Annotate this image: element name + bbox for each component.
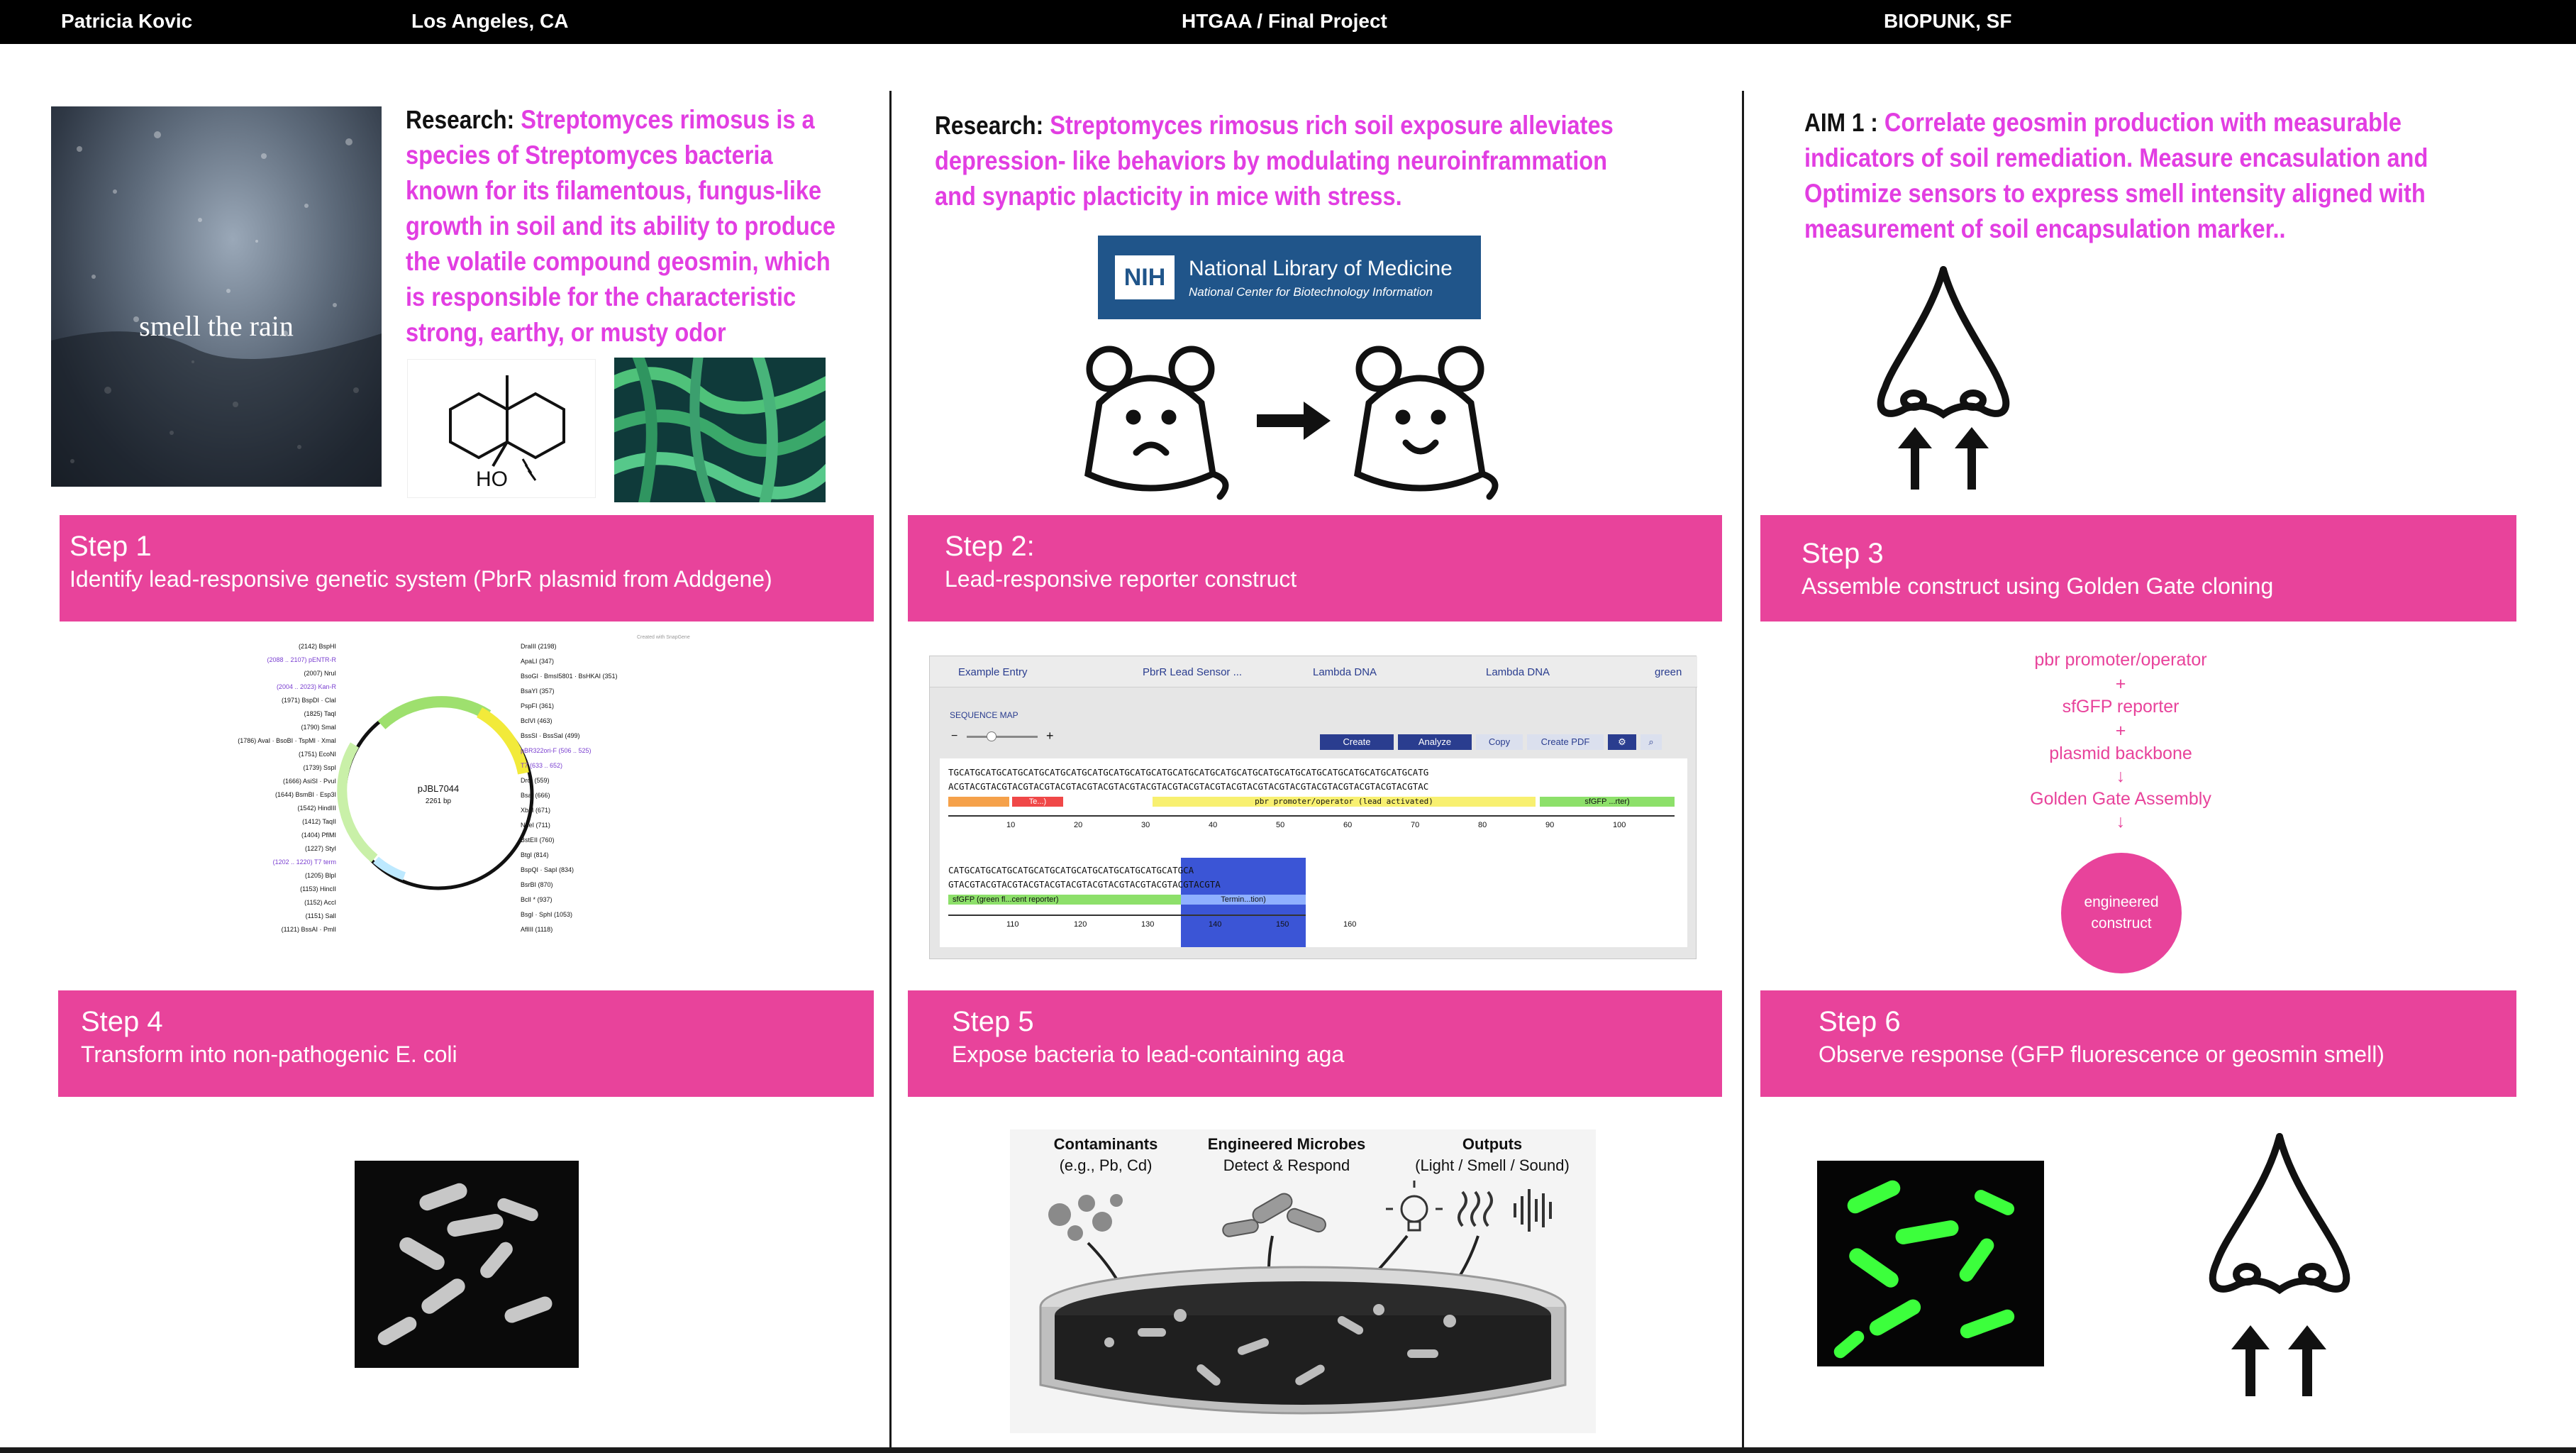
ruler-tick: 90 bbox=[1545, 821, 1555, 829]
plasmid-site-label: (1790) SmaI bbox=[301, 724, 336, 731]
geosmin-molecule bbox=[407, 359, 596, 498]
step-3-title: Step 3 bbox=[1801, 538, 1884, 569]
tab-pbrr-lead-sensor[interactable]: PbrR Lead Sensor ... bbox=[1143, 666, 1243, 678]
plasmid-site-label: (1227) StyI bbox=[304, 845, 336, 852]
microbes-sub: Detect & Respond bbox=[1223, 1156, 1350, 1174]
row2-seq-bottom: GTACGTACGTACGTACGTACGTACGTACGTACGTACGTACGTACGTACGTA bbox=[948, 879, 1221, 890]
plasmid-site-label: (1542) HindIII bbox=[297, 805, 336, 812]
plasmid-site-label: DrdI (559) bbox=[521, 777, 550, 784]
mouse-transition bbox=[1078, 339, 1518, 504]
assembly-sfgfp: sfGFP reporter bbox=[2062, 697, 2180, 717]
location: Los Angeles, CA bbox=[411, 10, 569, 32]
rain-photo bbox=[51, 106, 382, 487]
construct-line-1: engineered bbox=[2084, 894, 2159, 910]
aim-label: AIM 1 : bbox=[1804, 108, 1878, 137]
plasmid-left-labels bbox=[238, 643, 336, 933]
nose-icon bbox=[2213, 1137, 2347, 1290]
plasmid-site-label: BclVI (463) bbox=[521, 717, 553, 724]
petri-dish-illustration bbox=[1010, 1129, 1596, 1433]
row2-ticks bbox=[948, 920, 1357, 932]
author-name: Patricia Kovic bbox=[61, 10, 193, 32]
ruler-tick: 160 bbox=[1343, 920, 1357, 929]
nose-icon bbox=[1881, 270, 2006, 414]
ruler-tick: 20 bbox=[1074, 821, 1083, 829]
settings-icon[interactable]: ⚙ bbox=[1608, 734, 1636, 750]
assembly-promoter: pbr promoter/operator bbox=[2034, 650, 2207, 670]
plasmid-site-label: BstEII (760) bbox=[521, 836, 555, 844]
plasmid-site-label: DraIII (2198) bbox=[521, 643, 557, 650]
outputs-sub: (Light / Smell / Sound) bbox=[1415, 1156, 1570, 1174]
row2-ruler bbox=[948, 915, 1306, 916]
assembly-backbone: plasmid backbone bbox=[2049, 744, 2192, 763]
zoom-slider[interactable]: − + bbox=[951, 729, 1054, 743]
plasmid-site-label: (1971) BspDI · ClaI bbox=[281, 697, 336, 704]
research-text-2 bbox=[935, 108, 1634, 214]
plasmid-site-label: BsrBI (870) bbox=[521, 881, 553, 888]
create-pdf-button[interactable]: Create PDF bbox=[1527, 734, 1604, 750]
step-4-desc: Transform into non-pathogenic E. coli bbox=[81, 1042, 457, 1067]
research-body-2: Streptomyces rimosus rich soil exposure alleviates depression- like behaviors by modulating neuroinframmation and synaptic placticity in mice with stress. bbox=[935, 111, 1614, 211]
ecoli-micrograph bbox=[355, 1161, 579, 1368]
column-divider-1 bbox=[889, 91, 892, 1453]
sound-wave-icon bbox=[1515, 1189, 1550, 1232]
row1-seq-top: TGCATGCATGCATGCATGCATGCATGCATGCATGCATGCATGCATGCATGCATGCATGCATGCATGCATGCATGCATGCATGCATGCATG bbox=[948, 767, 1429, 778]
step-5-banner bbox=[908, 990, 1722, 1097]
plasmid-site-label: PspFI (361) bbox=[521, 702, 555, 709]
ruler-tick: 140 bbox=[1209, 920, 1222, 929]
tab-lambda-dna-1[interactable]: Lambda DNA bbox=[1313, 666, 1377, 678]
top-bar bbox=[0, 0, 2576, 44]
construct-line-2: construct bbox=[2091, 915, 2152, 932]
contaminants-sub: (e.g., Pb, Cd) bbox=[1059, 1156, 1153, 1174]
step-2-title: Step 2: bbox=[945, 531, 1035, 562]
sequence-panel bbox=[940, 758, 1687, 947]
plasmid-site-label: (2004 .. 2023) Kan-R bbox=[276, 683, 336, 690]
outputs-title: Outputs bbox=[1462, 1135, 1523, 1153]
photo-caption: smell the rain bbox=[139, 310, 294, 342]
ruler-tick: 10 bbox=[1006, 821, 1016, 829]
research-text-1 bbox=[406, 102, 843, 350]
nih-logo-banner[interactable] bbox=[1098, 236, 1481, 319]
plasmid-feature-ori bbox=[479, 712, 523, 773]
up-arrows-icon bbox=[2231, 1325, 2326, 1396]
plasmid-site-label: BsoGI · BmsI5801 · BsHKAI (351) bbox=[521, 673, 618, 680]
microbes-title: Engineered Microbes bbox=[1207, 1135, 1366, 1153]
step-5-desc: Expose bacteria to lead-containing aga bbox=[952, 1042, 1345, 1067]
plasmid-site-label: NdeI (711) bbox=[521, 822, 550, 829]
create-button[interactable]: Create bbox=[1320, 734, 1394, 750]
plasmid-name: pJBL7044 bbox=[417, 783, 460, 794]
tab-green[interactable]: green bbox=[1655, 666, 1682, 678]
assembly-golden-gate: Golden Gate Assembly bbox=[2030, 789, 2211, 809]
plasmid-site-label: ApaLI (347) bbox=[521, 658, 555, 665]
viewer-tab-bar bbox=[930, 656, 1697, 687]
plasmid-site-label: (1205) BlpI bbox=[304, 872, 336, 879]
up-arrows-icon bbox=[1898, 427, 1989, 490]
research-body-1: Streptomyces rimosus is a species of Streptomyces bacteria known for its filamentous, fungus-like growth in soil and its ability to produce the volatile compound geosmin, which is responsible for the characteristic strong, earthy, or musty odor bbox=[406, 105, 836, 347]
ruler-tick: 80 bbox=[1478, 821, 1487, 829]
ruler-tick: 130 bbox=[1141, 920, 1155, 929]
plasmid-site-label: (1404) PflMI bbox=[301, 832, 336, 839]
step-1-desc: Identify lead-responsive genetic system (PbrR plasmid from Addgene) bbox=[70, 566, 772, 592]
plasmid-site-label: (1121) BssAI · PmlI bbox=[281, 926, 336, 933]
ruler-tick: 70 bbox=[1411, 821, 1420, 829]
plasmid-right-labels bbox=[521, 643, 618, 933]
ruler-tick: 30 bbox=[1141, 821, 1150, 829]
feature-sfgfp-1: sfGFP ...rter) bbox=[1540, 797, 1675, 807]
plasmid-site-label: BssSI · BssSaI (499) bbox=[521, 732, 580, 739]
arrow-right-icon bbox=[1257, 402, 1331, 440]
snapgene-credit: Created with SnapGene bbox=[637, 635, 690, 640]
search-icon[interactable]: ⌕ bbox=[1640, 734, 1662, 750]
ruler-tick: 60 bbox=[1343, 821, 1353, 829]
tab-example-entry[interactable]: Example Entry bbox=[958, 666, 1028, 678]
step-2-desc: Lead-responsive reporter construct bbox=[945, 566, 1297, 592]
plasmid-site-label: XbaI (671) bbox=[521, 807, 551, 814]
plasmid-site-label: (1751) EcoNI bbox=[298, 751, 336, 758]
plasmid-site-label: (1151) SalI bbox=[305, 912, 336, 919]
plasmid-site-label: (1412) TaqII bbox=[302, 818, 336, 825]
engineered-construct-circle bbox=[2061, 853, 2182, 973]
step-6-title: Step 6 bbox=[1819, 1006, 1901, 1037]
row1-seq-bottom: ACGTACGTACGTACGTACGTACGTACGTACGTACGTACGTACGTACGTACGTACGTACGTACGTACGTACGTACGTACGTACGTACGTAC bbox=[948, 781, 1429, 792]
plasmid-site-label: BsaI (666) bbox=[521, 792, 550, 799]
nih-subtitle: National Center for Biotechnology Information bbox=[1189, 285, 1433, 299]
assembly-arrow-2: ↓ bbox=[2116, 812, 2126, 832]
sequence-map-label: SEQUENCE MAP bbox=[950, 710, 1018, 720]
plasmid-site-label: T7 (633 .. 652) bbox=[521, 762, 563, 769]
nih-title: National Library of Medicine bbox=[1189, 257, 1453, 280]
plasmid-size: 2261 bp bbox=[425, 797, 452, 805]
step-5-title: Step 5 bbox=[952, 1006, 1034, 1037]
plasmid-site-label: (1153) HincII bbox=[300, 885, 336, 893]
research-label-1: Research: bbox=[406, 105, 515, 134]
happy-mouse-icon bbox=[1358, 349, 1495, 497]
feature-terminator-1: Te...) bbox=[1012, 797, 1063, 807]
ruler-tick: 120 bbox=[1074, 920, 1087, 929]
ruler-tick: 150 bbox=[1276, 920, 1289, 929]
molecule-label: HO bbox=[476, 468, 508, 491]
plasmid-site-label: (1825) TaqI bbox=[304, 710, 336, 717]
plasmid-site-label: (1202 .. 1220) T7 term bbox=[272, 858, 336, 866]
plasmid-feature-terminator bbox=[342, 745, 374, 858]
assembly-plus-2: + bbox=[2115, 721, 2126, 741]
plasmid-site-label: BsaYI (357) bbox=[521, 687, 555, 695]
contaminant-particles-icon bbox=[1048, 1194, 1123, 1241]
lightbulb-icon bbox=[1386, 1181, 1443, 1230]
step-3-banner bbox=[1760, 515, 2516, 621]
assembly-arrow-1: ↓ bbox=[2116, 766, 2126, 786]
petri-dish bbox=[1040, 1267, 1565, 1413]
plasmid-site-label: (1152) AccI bbox=[304, 899, 336, 906]
step-4-title: Step 4 bbox=[81, 1006, 163, 1037]
plasmid-site-label: AflIII (1118) bbox=[521, 926, 553, 933]
plasmid-site-label: BsgI · SphI (1053) bbox=[521, 911, 573, 918]
plasmid-map bbox=[169, 631, 694, 956]
plasmid-site-label: (2142) BspHI bbox=[298, 643, 336, 650]
aim-text bbox=[1804, 105, 2478, 247]
plasmid-feature-t7 bbox=[376, 860, 404, 876]
org-name: BIOPUNK, SF bbox=[1884, 10, 2012, 32]
aim-body: Correlate geosmin production with measurable indicators of soil remediation. Measure encasulation and Optimize sensors to express smell intensity aligned with measurement of soil encapsulation marker.. bbox=[1804, 108, 2428, 243]
course-title: HTGAA / Final Project bbox=[1182, 10, 1387, 32]
ruler-tick: 100 bbox=[1613, 821, 1626, 829]
row1-ruler bbox=[948, 815, 1675, 817]
step-2-banner bbox=[908, 515, 1722, 621]
feature-orange bbox=[948, 797, 1009, 807]
plasmid-site-label: (1786) AvaI · BsoBI · TspMI · XmaI bbox=[238, 737, 336, 744]
step-6-desc: Observe response (GFP fluorescence or geosmin smell) bbox=[1819, 1042, 2385, 1067]
plasmid-site-label: BtgI (814) bbox=[521, 851, 549, 858]
plasmid-site-label: (1644) BsmBI · Esp3I bbox=[274, 791, 336, 798]
step-4-banner bbox=[58, 990, 874, 1097]
ruler-tick: 50 bbox=[1276, 821, 1285, 829]
column-divider-2 bbox=[1742, 91, 1744, 1453]
step-1-banner bbox=[60, 515, 874, 621]
bottom-border bbox=[0, 1447, 2576, 1453]
step-6-banner bbox=[1760, 990, 2516, 1097]
rain-drops bbox=[51, 106, 382, 487]
research-label-2: Research: bbox=[935, 111, 1044, 140]
feature-sfgfp-2: sfGFP (green fl...cent reporter) bbox=[948, 895, 1181, 905]
gfp-fluorescence-micrograph bbox=[1817, 1161, 2044, 1366]
plasmid-site-label: (2088 .. 2107) pENTR-R bbox=[267, 656, 336, 663]
smell-waves-icon bbox=[1459, 1192, 1492, 1226]
nose-up-arrows-bottom bbox=[2194, 1127, 2365, 1403]
nih-badge: NIH bbox=[1115, 255, 1175, 299]
copy-button[interactable]: Copy bbox=[1476, 734, 1523, 750]
row2-seq-top: CATGCATGCATGCATGCATGCATGCATGCATGCATGCATGCATGCA bbox=[948, 865, 1194, 875]
analyze-button[interactable]: Analyze bbox=[1398, 734, 1472, 750]
microbes-icon bbox=[1222, 1190, 1328, 1237]
plasmid-feature-kanr bbox=[382, 702, 488, 725]
assembly-plus-1: + bbox=[2115, 674, 2126, 694]
nose-up-arrows-top bbox=[1865, 263, 2036, 497]
streptomyces-micrograph bbox=[614, 358, 826, 502]
plasmid-site-label: (1739) SspI bbox=[303, 764, 336, 771]
sad-mouse-icon bbox=[1088, 349, 1226, 497]
assembly-flow bbox=[1979, 647, 2263, 973]
sequence-viewer[interactable] bbox=[929, 656, 1697, 959]
plasmid-site-label: (1666) AsiSI · PvuI bbox=[282, 778, 336, 785]
plasmid-site-label: (2007) NruI bbox=[304, 670, 336, 677]
plasmid-site-label: pBR322ori-F (506 .. 525) bbox=[521, 747, 592, 754]
step-3-desc: Assemble construct using Golden Gate cloning bbox=[1801, 573, 2274, 599]
plasmid-site-label: BclI * (937) bbox=[521, 896, 553, 903]
contaminants-title: Contaminants bbox=[1053, 1135, 1158, 1153]
ruler-tick: 40 bbox=[1209, 821, 1218, 829]
feature-pbr-promoter: pbr promoter/operator (lead activated) bbox=[1153, 797, 1536, 807]
ruler-tick: 110 bbox=[1006, 920, 1019, 929]
plasmid-site-label: BspQI · SapI (834) bbox=[521, 866, 574, 873]
step-1-title: Step 1 bbox=[70, 531, 152, 562]
tab-lambda-dna-2[interactable]: Lambda DNA bbox=[1486, 666, 1550, 678]
row1-ticks bbox=[948, 821, 1675, 832]
feature-terminator-2: Termin...tion) bbox=[1181, 895, 1306, 905]
